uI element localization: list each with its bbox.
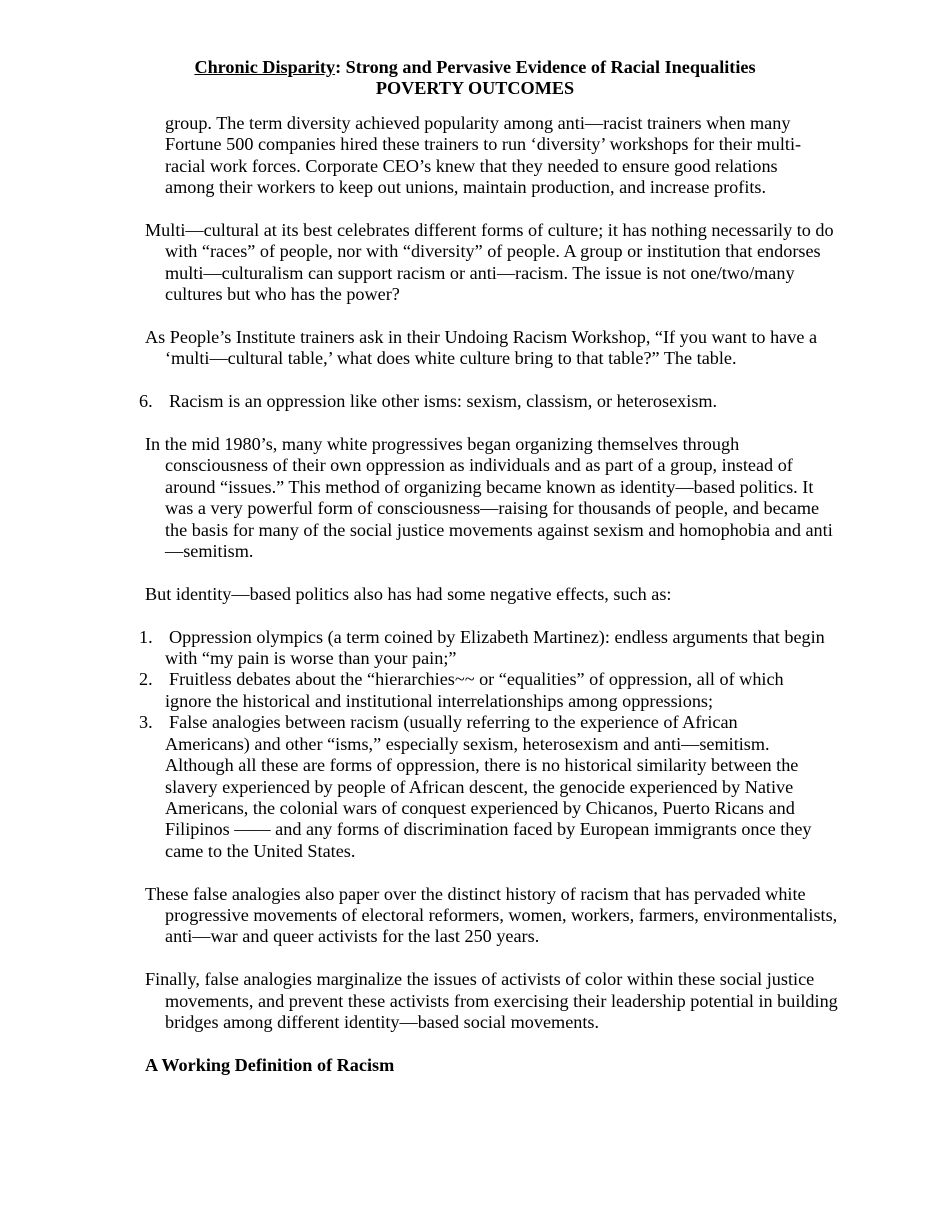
section-subtitle: POVERTY OUTCOMES (375, 78, 575, 99)
list-number: 6. (139, 391, 153, 412)
paragraph-peoples-institute: As People’s Institute trainers ask in their Undoing Racism Workshop, “If you want to have a ‘multi—cultural table,’ what does white culture bring to that table?” The table. (145, 327, 818, 369)
list-number: 1. (139, 626, 153, 647)
paragraph-negative-effects-intro: But identity—based politics also has had some negative effects, such as: (145, 583, 672, 604)
list-item (139, 669, 825, 712)
list-item-text: Oppression olympics (a term coined by Elizabeth Martinez): endless arguments that begin with “my pain is worse than your pain;” (165, 626, 825, 669)
list-item (139, 626, 825, 670)
section-heading: A Working Definition of Racism (145, 1054, 395, 1075)
list-item-text: Racism is an oppression like other isms: sexism, classism, or heterosexism. (169, 391, 718, 412)
paragraph-identity-politics: In the mid 1980’s, many white progressives began organizing themselves through consciousness of their own oppression as individuals and as part of a group, instead of around “issues.” This method of organizing became known as identity—based politics. It was a very powerful form of consciousness—raising for thousands of people, and became the basis for many of the social justice movements against sexism and homophobia and anti—semitism. (145, 434, 833, 562)
negative-effects-list (0, 627, 950, 862)
continued-paragraph: group. The term diversity achieved popularity among anti—racist trainers when many Fortune 500 companies hired these trainers to run ‘diversity’ workshops for their multi- racial work forces. Corporate CEO’s knew that they needed to ensure good relations among their workers to keep out unions, maintain production, and increase profits. (165, 113, 802, 198)
document-title (0, 57, 950, 78)
list-item (139, 712, 825, 862)
page-body (0, 113, 950, 1076)
paragraph-false-analogies: These false analogies also paper over the distinct history of racism that has pervaded white progressive movements of electoral reformers, women, workers, farmers, environmentalists, anti—war and queer activists for the last 250 years. (145, 883, 838, 947)
title-rest: : Strong and Pervasive Evidence of Racial Inequalities (335, 57, 756, 77)
list-number: 3. (139, 712, 153, 733)
paragraph-marginalize: Finally, false analogies marginalize the issues of activists of color within these social justice movements, and prevent these activists from exercising their leadership potential in building bridges among different identity—based social movements. (145, 969, 838, 1032)
myth-list (0, 391, 950, 412)
list-item-text: False analogies between racism (usually referring to the experience of African Americans) and other “isms,” especially sexism, heterosexism and anti—semitism. Although all these are forms of oppression, there is no historical similarity between the slavery experienced by people of African descent, the genocide experienced by Native Americans, the colonial wars of conquest experienced by Chicanos, Puerto Ricans and Filipinos —— and any forms of discrimination faced by European immigrants once they came to the United States. (165, 712, 812, 861)
myth-item-6 (139, 391, 825, 412)
list-item-text: Fruitless debates about the “hierarchies~~ or “equalities” of oppression, all of which ignore the historical and institutional interrelationships among oppressions; (165, 669, 784, 711)
page-header (0, 57, 950, 100)
paragraph-multiculturalism: Multi—cultural at its best celebrates different forms of culture; it has nothing necessarily to do with “races” of people, nor with “diversity” of people. A group or institution that endorses multi—culturalism can support racism or anti—racism. The issue is not one/two/many cultures but who has the power? (145, 220, 834, 305)
title-underlined-part: Chronic Disparity (194, 57, 336, 77)
list-number: 2. (139, 669, 153, 690)
